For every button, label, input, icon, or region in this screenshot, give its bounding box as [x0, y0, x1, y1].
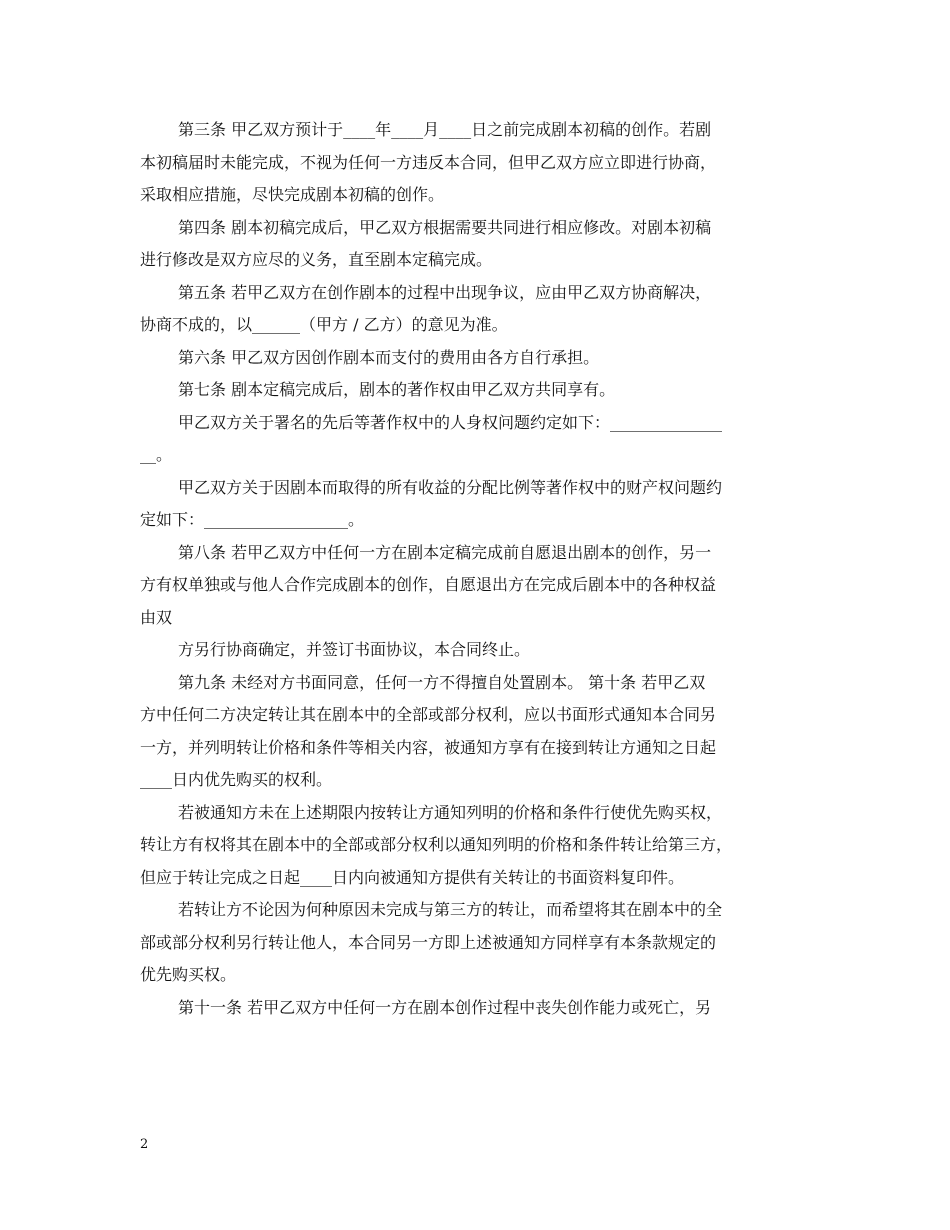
text-line: 方另行协商确定，并签订书面协议，本合同终止。	[178, 640, 531, 659]
text-line: 转让方有权将其在剧本中的全部或部分权利以通知列明的价格和条件转让给第三方，	[140, 835, 733, 854]
paragraph-article-4	[140, 212, 812, 277]
text-line: 协商不成的，以______（甲方 / 乙方）的意见为准。	[140, 315, 508, 334]
text-line: 甲乙双方关于因剧本而取得的所有收益的分配比例等著作权中的财产权问题约	[178, 477, 723, 497]
text-line: 第八条 若甲乙双方中任何一方在剧本定稿完成前自愿退出剧本的创作，另一	[178, 542, 712, 562]
text-line: 部或部分权利另行转让他人，本合同另一方即上述被通知方同样享有本条款规定的	[140, 932, 717, 952]
page-number: 2	[140, 1137, 149, 1152]
text-line: 第七条 剧本定稿完成后，剧本的著作权由甲乙双方共同享有。	[178, 380, 616, 399]
paragraph-article-11	[140, 992, 812, 1025]
text-line: 一方，并列明转让价格和条件等相关内容，被通知方享有在接到转让方通知之日起	[140, 737, 717, 757]
text-line: 若被通知方未在上述期限内按转让方通知列明的价格和条件行使优先购买权，	[178, 802, 723, 822]
paragraph-preemption	[140, 797, 812, 895]
paragraph-transfer-failure	[140, 894, 812, 992]
text-line: 第五条 若甲乙双方在创作剧本的过程中出现争议，应由甲乙双方协商解决，	[178, 282, 712, 302]
paragraph-article-6	[140, 342, 812, 375]
paragraph-article-9-10	[140, 667, 812, 797]
text-line: 第六条 甲乙双方因创作剧本而支付的费用由各方自行承担。	[178, 347, 600, 367]
text-line: 第九条 未经对方书面同意，任何一方不得擅自处置剧本。 第十条 若甲乙双	[178, 672, 706, 692]
text-line: 采取相应措施，尽快完成剧本初稿的创作。	[140, 185, 445, 204]
text-line: __。	[140, 445, 173, 464]
paragraph-article-7	[140, 374, 812, 407]
text-line: 但应于转让完成之日起____日内向被通知方提供有关转让的书面资料复印件。	[140, 867, 685, 887]
text-line: 优先购买权。	[140, 965, 237, 984]
text-line: 第十一条 若甲乙双方中任何一方在剧本创作过程中丧失创作能力或死亡，另	[178, 997, 712, 1017]
text-line: 方中任何二方决定转让其在剧本中的全部或部分权利，应以书面形式通知本合同另	[140, 705, 717, 724]
paragraph-article-8	[140, 537, 812, 635]
text-line: 方有权单独或与他人合作完成剧本的创作，自愿退出方在完成后剧本中的各种权益	[140, 575, 717, 594]
paragraph-article-3	[140, 114, 812, 212]
text-line: 第三条 甲乙双方预计于____年____月____日之前完成剧本初稿的创作。若剧	[178, 120, 712, 139]
text-line: ____日内优先购买的权利。	[140, 770, 333, 789]
text-line: 第四条 剧本初稿完成后，甲乙双方根据需要共同进行相应修改。对剧本初稿	[178, 217, 712, 237]
text-line: 本初稿届时未能完成，不视为任何一方违反本合同，但甲乙双方应立即进行协商，	[140, 152, 717, 172]
text-line: 由双	[140, 607, 173, 627]
text-line: 进行修改是双方应尽的义务，直至剧本定稿完成。	[140, 250, 493, 269]
text-line: 若转让方不论因为何种原因未完成与第三方的转让，而希望将其在剧本中的全	[178, 900, 723, 919]
paragraph-article-5	[140, 277, 812, 342]
paragraph-property-rights	[140, 472, 812, 537]
contract-body	[140, 114, 812, 1024]
text-line: 定如下：__________________。	[140, 510, 365, 529]
paragraph-article-8-cont	[140, 634, 812, 667]
text-line: 甲乙双方关于署名的先后等著作权中的人身权问题约定如下：______________	[178, 412, 723, 432]
paragraph-moral-rights	[140, 407, 812, 472]
